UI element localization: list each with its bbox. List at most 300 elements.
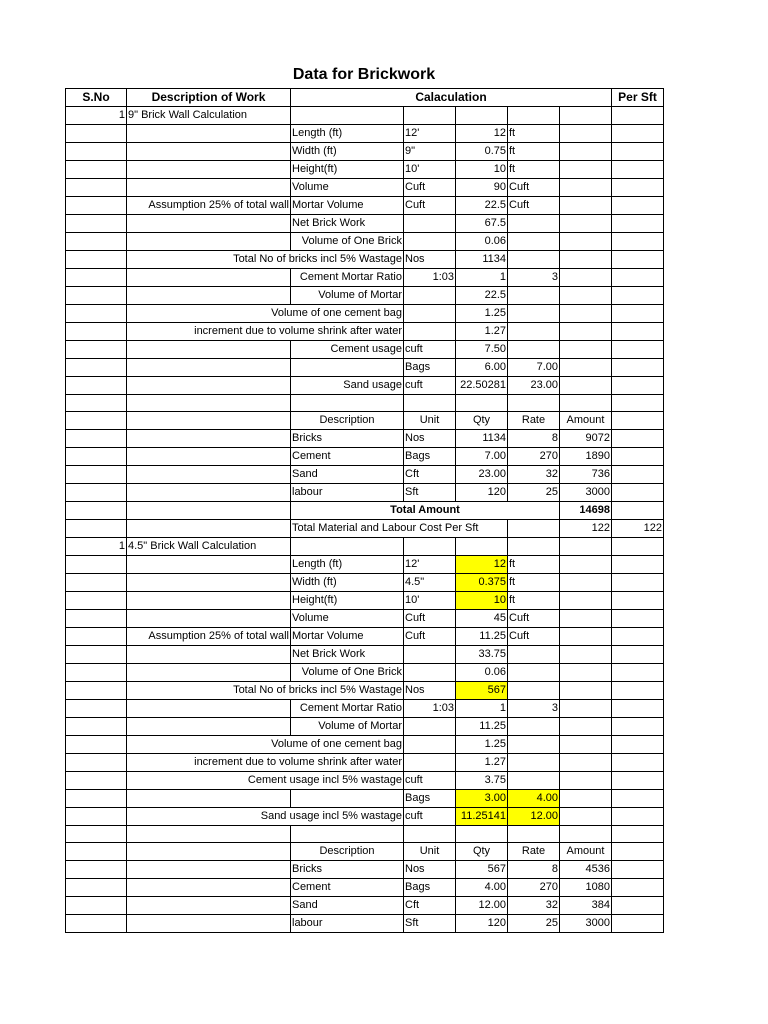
cell[interactable] [127,359,291,377]
cell[interactable] [612,107,664,125]
cell[interactable] [612,915,664,933]
cell[interactable]: Bags [404,790,456,808]
cell[interactable] [66,520,127,538]
cell[interactable] [404,287,456,305]
cell[interactable]: Qty [456,412,508,430]
cell[interactable] [612,718,664,736]
cell[interactable] [127,826,291,843]
cell[interactable] [127,574,291,592]
cell[interactable]: 10' [404,161,456,179]
cell[interactable]: 67.5 [456,215,508,233]
cell[interactable]: increment due to volume shrink after water [127,754,404,772]
cell[interactable] [612,179,664,197]
cell[interactable]: 1134 [456,430,508,448]
cell[interactable] [127,897,291,915]
cell[interactable]: Mortar Volume [291,628,404,646]
cell[interactable] [127,143,291,161]
cell[interactable]: 1:03 [404,700,456,718]
cell[interactable]: 33.75 [456,646,508,664]
header-calculation[interactable]: Calaculation [291,89,612,107]
cell[interactable]: Cuft [404,610,456,628]
cell[interactable]: Volume [291,610,404,628]
cell[interactable]: 12.00 [508,808,560,826]
cell[interactable] [66,215,127,233]
cell[interactable]: Net Brick Work [291,215,404,233]
per-sft-label[interactable]: Total Material and Labour Cost Per Sft [291,520,508,538]
cell[interactable]: 4.00 [508,790,560,808]
cell[interactable] [404,323,456,341]
cell[interactable] [127,915,291,933]
cell[interactable] [508,107,560,125]
cell[interactable] [404,754,456,772]
cell[interactable]: 0.375 [456,574,508,592]
cell[interactable]: increment due to volume shrink after water [127,323,404,341]
cell[interactable] [560,395,612,412]
cell[interactable] [127,538,291,556]
cell[interactable] [508,682,560,700]
cell[interactable] [66,843,127,861]
cell[interactable] [612,808,664,826]
cell[interactable]: 567 [456,682,508,700]
cell[interactable]: 736 [560,466,612,484]
cell[interactable]: 1 [66,538,127,556]
cell[interactable] [612,772,664,790]
cell[interactable] [404,233,456,251]
cell[interactable] [508,305,560,323]
cell[interactable]: Cuft [508,628,560,646]
cell[interactable]: 12' [404,556,456,574]
header-per-sft[interactable]: Per Sft [612,89,664,107]
cell[interactable]: labour [291,915,404,933]
cell[interactable] [612,466,664,484]
per-sft-final[interactable]: 122 [612,520,664,538]
cell[interactable] [560,628,612,646]
cell[interactable]: 6.00 [456,359,508,377]
cell[interactable] [612,448,664,466]
cell[interactable] [127,412,291,430]
cell[interactable] [66,305,127,323]
cell[interactable] [127,790,291,808]
cell[interactable] [66,143,127,161]
cell[interactable] [127,448,291,466]
cell[interactable]: 32 [508,466,560,484]
cell[interactable] [291,395,404,412]
cell[interactable] [612,628,664,646]
cell[interactable]: 1.25 [456,736,508,754]
cell[interactable] [612,664,664,682]
cell[interactable] [612,359,664,377]
cell[interactable] [560,377,612,395]
cell[interactable] [508,664,560,682]
cell[interactable] [66,197,127,215]
cell[interactable] [127,556,291,574]
cell[interactable]: 1134 [456,251,508,269]
cell[interactable] [291,107,404,125]
cell[interactable] [560,790,612,808]
cell[interactable]: 1:03 [404,269,456,287]
per-sft-value[interactable]: 122 [560,520,612,538]
cell[interactable] [612,197,664,215]
cell[interactable]: Total No of bricks incl 5% Wastage [127,682,404,700]
cell[interactable]: 3.00 [456,790,508,808]
cell[interactable]: 12.00 [456,897,508,915]
cell[interactable]: 1.25 [456,305,508,323]
cell[interactable] [612,323,664,341]
cell[interactable]: 1 [456,269,508,287]
cell[interactable] [508,251,560,269]
cell[interactable] [560,664,612,682]
cell[interactable]: Cuft [404,628,456,646]
cell[interactable] [560,736,612,754]
cell[interactable]: Volume of Mortar [291,287,404,305]
cell[interactable]: ft [508,161,560,179]
cell[interactable] [612,592,664,610]
cell[interactable]: Rate [508,412,560,430]
cell[interactable]: Cft [404,466,456,484]
cell[interactable] [127,843,291,861]
cell[interactable]: Volume of one cement bag [127,736,404,754]
cell[interactable] [560,754,612,772]
cell[interactable] [127,502,291,520]
cell[interactable] [560,215,612,233]
cell[interactable]: ft [508,574,560,592]
cell[interactable]: Cuft [508,179,560,197]
cell[interactable] [612,610,664,628]
cell[interactable] [127,664,291,682]
cell[interactable] [66,287,127,305]
cell[interactable]: Nos [404,430,456,448]
cell[interactable] [66,412,127,430]
cell[interactable]: Net Brick Work [291,646,404,664]
cell[interactable]: ft [508,143,560,161]
cell[interactable] [66,233,127,251]
cell[interactable] [456,107,508,125]
cell[interactable] [404,215,456,233]
cell[interactable]: Height(ft) [291,161,404,179]
cell[interactable]: Cuft [404,197,456,215]
cell[interactable]: 1080 [560,879,612,897]
cell[interactable] [127,125,291,143]
cell[interactable]: 8 [508,861,560,879]
cell[interactable]: 12' [404,125,456,143]
cell[interactable] [66,718,127,736]
cell[interactable] [612,646,664,664]
cell[interactable]: 0.75 [456,143,508,161]
cell[interactable]: Height(ft) [291,592,404,610]
cell[interactable]: Width (ft) [291,143,404,161]
cell[interactable] [66,592,127,610]
cell[interactable]: Cement [291,448,404,466]
cell[interactable]: 10' [404,592,456,610]
cell[interactable] [612,879,664,897]
cell[interactable]: 4.5" [404,574,456,592]
cell[interactable] [560,233,612,251]
cell[interactable]: cuft [404,377,456,395]
cell[interactable]: Bags [404,879,456,897]
cell[interactable] [66,359,127,377]
cell[interactable]: 1.27 [456,754,508,772]
cell[interactable] [612,430,664,448]
cell[interactable]: 22.5 [456,287,508,305]
cell[interactable] [404,395,456,412]
cell[interactable] [66,646,127,664]
cell[interactable] [66,161,127,179]
cell[interactable]: 1 [66,107,127,125]
cell[interactable] [560,143,612,161]
cell[interactable]: 1.27 [456,323,508,341]
cell[interactable] [66,682,127,700]
cell[interactable] [560,125,612,143]
cell[interactable]: 4536 [560,861,612,879]
cell[interactable]: 32 [508,897,560,915]
cell[interactable] [560,287,612,305]
cell[interactable] [612,484,664,502]
cell[interactable] [560,197,612,215]
cell[interactable]: Unit [404,843,456,861]
cell[interactable] [560,179,612,197]
header-description[interactable]: Description of Work [127,89,291,107]
cell[interactable] [560,251,612,269]
cell[interactable]: 11.25141 [456,808,508,826]
cell[interactable] [66,466,127,484]
cell[interactable]: 11.25 [456,718,508,736]
cell[interactable]: 12 [456,125,508,143]
cell[interactable] [560,107,612,125]
cell[interactable] [456,826,508,843]
cell[interactable] [66,377,127,395]
cell[interactable]: Length (ft) [291,556,404,574]
cell[interactable]: Total No of bricks incl 5% Wastage [127,251,404,269]
cell[interactable]: Volume of One Brick [291,664,404,682]
cell[interactable]: 90 [456,179,508,197]
cell[interactable] [560,808,612,826]
cell[interactable] [404,718,456,736]
cell[interactable]: 9072 [560,430,612,448]
cell[interactable] [508,233,560,251]
cell[interactable]: Nos [404,251,456,269]
cell[interactable]: Sft [404,915,456,933]
cell[interactable] [508,772,560,790]
cell[interactable]: Amount [560,412,612,430]
cell[interactable] [66,915,127,933]
cell[interactable] [612,377,664,395]
cell[interactable]: 0.06 [456,664,508,682]
cell[interactable]: 3 [508,269,560,287]
cell[interactable]: 12 [456,556,508,574]
cell[interactable]: Sand usage incl 5% wastage [127,808,404,826]
cell[interactable] [612,736,664,754]
cell[interactable] [612,305,664,323]
cell[interactable] [612,538,664,556]
cell[interactable]: 1 [456,700,508,718]
header-sno[interactable]: S.No [66,89,127,107]
cell[interactable]: Description [291,843,404,861]
cell[interactable]: 23.00 [456,466,508,484]
cell[interactable] [127,700,291,718]
cell[interactable] [612,826,664,843]
cell[interactable] [66,772,127,790]
cell[interactable] [560,341,612,359]
cell[interactable]: 10 [456,161,508,179]
cell[interactable]: 7.00 [508,359,560,377]
cell[interactable] [66,664,127,682]
cell[interactable]: Bags [404,359,456,377]
cell[interactable]: Volume of One Brick [291,233,404,251]
cell[interactable]: 7.50 [456,341,508,359]
cell[interactable]: Qty [456,843,508,861]
cell[interactable] [612,233,664,251]
cell[interactable] [66,395,127,412]
cell[interactable]: 567 [456,861,508,879]
cell[interactable] [612,700,664,718]
cell[interactable] [66,754,127,772]
cell[interactable] [66,790,127,808]
cell[interactable] [127,430,291,448]
cell[interactable]: 120 [456,915,508,933]
cell[interactable]: Nos [404,861,456,879]
cell[interactable] [127,161,291,179]
cell[interactable] [127,610,291,628]
cell[interactable]: ft [508,125,560,143]
cell[interactable] [612,341,664,359]
cell[interactable] [612,269,664,287]
cell[interactable] [612,843,664,861]
cell[interactable]: 3.75 [456,772,508,790]
cell[interactable] [612,215,664,233]
cell[interactable] [127,520,291,538]
cell[interactable] [508,826,560,843]
cell[interactable]: 25 [508,915,560,933]
cell[interactable] [127,861,291,879]
cell[interactable] [127,233,291,251]
cell[interactable] [508,323,560,341]
cell[interactable]: Bags [404,448,456,466]
cell[interactable] [560,826,612,843]
cell[interactable] [127,107,291,125]
cell[interactable] [508,646,560,664]
cell[interactable]: 22.5 [456,197,508,215]
cell[interactable] [612,574,664,592]
cell[interactable] [66,251,127,269]
cell[interactable]: Width (ft) [291,574,404,592]
cell[interactable] [291,826,404,843]
cell[interactable] [612,161,664,179]
cell[interactable] [508,215,560,233]
cell[interactable] [127,215,291,233]
cell[interactable]: Cement Mortar Ratio [291,269,404,287]
cell[interactable] [66,574,127,592]
cell[interactable]: 0.06 [456,233,508,251]
cell[interactable] [612,143,664,161]
cell[interactable]: Mortar Volume [291,197,404,215]
cell[interactable] [560,269,612,287]
cell[interactable] [66,861,127,879]
cell[interactable]: 23.00 [508,377,560,395]
cell[interactable] [291,790,404,808]
cell[interactable] [66,610,127,628]
cell[interactable] [404,736,456,754]
cell[interactable] [66,736,127,754]
cell[interactable] [127,466,291,484]
cell[interactable] [127,287,291,305]
cell[interactable] [127,718,291,736]
cell[interactable] [404,646,456,664]
cell[interactable]: Bricks [291,430,404,448]
cell[interactable] [66,700,127,718]
cell[interactable]: Unit [404,412,456,430]
cell[interactable] [127,179,291,197]
cell[interactable] [66,125,127,143]
cell[interactable]: Rate [508,843,560,861]
cell[interactable] [612,897,664,915]
total-amount-value[interactable]: 14698 [560,502,612,520]
cell[interactable]: 9" [404,143,456,161]
cell[interactable]: 270 [508,448,560,466]
cell[interactable]: 25 [508,484,560,502]
cell[interactable] [127,377,291,395]
cell[interactable] [508,754,560,772]
cell[interactable] [508,520,560,538]
cell[interactable] [612,682,664,700]
cell[interactable]: 22.50281 [456,377,508,395]
cell[interactable]: 270 [508,879,560,897]
cell[interactable] [404,305,456,323]
cell[interactable]: Cuft [508,610,560,628]
cell[interactable] [127,341,291,359]
cell[interactable]: Cuft [508,197,560,215]
cell[interactable] [560,359,612,377]
cell[interactable]: ft [508,592,560,610]
cell[interactable] [508,341,560,359]
cell[interactable] [404,826,456,843]
cell[interactable] [560,718,612,736]
cell[interactable] [560,646,612,664]
cell[interactable]: 3000 [560,484,612,502]
cell[interactable]: Cuft [404,179,456,197]
cell[interactable] [66,502,127,520]
cell[interactable] [66,808,127,826]
total-amount-label[interactable]: Total Amount [291,502,560,520]
cell[interactable]: 10 [456,592,508,610]
cell[interactable]: Assumption 25% of total wall [127,628,291,646]
cell[interactable] [127,484,291,502]
cell[interactable] [612,125,664,143]
cell[interactable] [612,556,664,574]
cell[interactable] [612,754,664,772]
cell[interactable] [560,161,612,179]
cell[interactable] [612,251,664,269]
cell[interactable]: Sft [404,484,456,502]
cell[interactable]: Cement [291,879,404,897]
cell[interactable] [127,646,291,664]
cell[interactable] [66,826,127,843]
cell[interactable] [127,395,291,412]
cell[interactable] [560,323,612,341]
cell[interactable] [291,538,404,556]
cell[interactable] [612,790,664,808]
cell[interactable]: Volume [291,179,404,197]
cell[interactable] [66,179,127,197]
cell[interactable]: cuft [404,808,456,826]
cell[interactable]: Length (ft) [291,125,404,143]
cell[interactable] [66,269,127,287]
cell[interactable] [560,610,612,628]
cell[interactable]: 3 [508,700,560,718]
cell[interactable] [612,502,664,520]
cell[interactable] [508,718,560,736]
cell[interactable] [560,700,612,718]
cell[interactable] [560,574,612,592]
